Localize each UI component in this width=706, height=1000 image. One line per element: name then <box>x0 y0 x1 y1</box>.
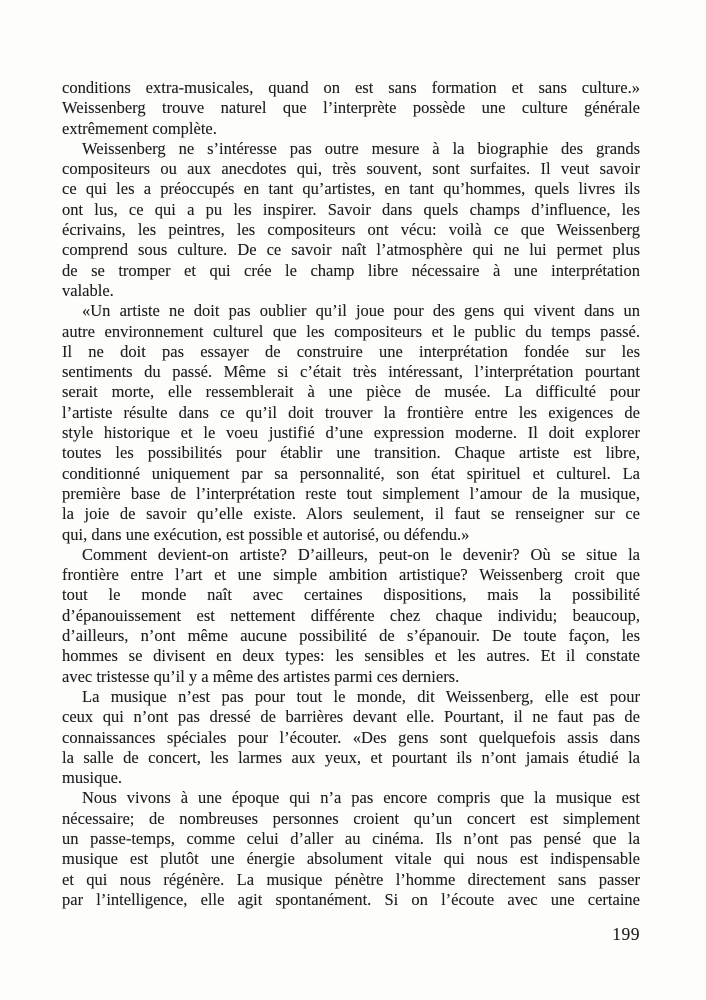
text-line: l’artiste résulte dans ce qu’il doit trouver la frontière entre les exigences de <box>62 402 640 422</box>
text-line: extrêmement complète. <box>62 118 217 138</box>
text-line: hommes se divisent en deux types: les sensibles et les autres. Et il constate <box>62 646 640 666</box>
paragraph <box>62 301 640 545</box>
text-line: compositeurs ou aux anecdotes qui, très souvent, sont surfaites. Il veut savoir <box>62 159 640 179</box>
text-line: avec tristesse qu’il y a même des artistes parmi ces derniers. <box>62 666 460 686</box>
text-line: Weissenberg ne s’intéresse pas outre mesure à la biographie des grands <box>82 138 640 158</box>
text-line: serait morte, elle ressemblerait à une pièce de musée. La difficulté pour <box>62 382 640 402</box>
text-line: Weissenberg trouve naturel que l’interprète possède une culture générale <box>62 98 640 118</box>
paragraph <box>62 687 640 788</box>
text-line: première base de l’interprétation reste tout simplement l’amour de la musique, <box>62 483 640 503</box>
text-line: écrivains, les peintres, les compositeurs ont vécu: voilà ce que Weissenberg <box>62 220 640 240</box>
paragraph <box>62 139 640 301</box>
text-line: conditionné uniquement par sa personnalité, son état spirituel et culturel. La <box>62 463 640 483</box>
text-line: ont lus, ce qui a pu les inspirer. Savoir dans quels champs d’influence, les <box>62 199 640 219</box>
text-block <box>62 78 640 910</box>
text-line: ceux qui n’ont pas dressé de barrières devant elle. Pourtant, il ne faut pas de <box>62 707 640 727</box>
text-line: conditions extra-musicales, quand on est sans formation et sans culture.» <box>62 78 640 97</box>
text-line: qui, dans une exécution, est possible et autorisé, ou défendu.» <box>62 524 470 544</box>
page-number: 199 <box>612 924 640 944</box>
text-line: la salle de concert, les larmes aux yeux, et pourtant ils n’ont jamais étudié la <box>62 747 640 767</box>
text-line: la joie de savoir qu’elle existe. Alors seulement, il faut se renseigner sur ce <box>62 504 640 524</box>
paragraph <box>62 788 640 910</box>
text-line: comprend sous culture. De ce savoir naît l’atmosphère qui ne lui permet plus <box>62 240 640 260</box>
text-line: frontière entre l’art et une simple ambition artistique? Weissenberg croit que <box>62 565 640 585</box>
text-line: d’épanouissement est nettement différente chez chaque individu; beaucoup, <box>62 605 640 625</box>
text-line: d’ailleurs, n’ont même aucune possibilité de s’épanouir. De toute façon, les <box>62 626 640 646</box>
text-line: musique est plutôt une énergie absolument vitale qui nous est indispensable <box>62 849 640 869</box>
text-line: nécessaire; de nombreuses personnes croient qu’un concert est simplement <box>62 808 640 828</box>
text-line: connaissances spéciales pour l’écouter. «Des gens sont quelquefois assis dans <box>62 727 640 747</box>
text-line: toutes les possibilités pour établir une transition. Chaque artiste est libre, <box>62 443 640 463</box>
text-line: sentiments du passé. Même si c’était très intéressant, l’interprétation pourtant <box>62 362 640 382</box>
text-line: par l’intelligence, elle agit spontanément. Si on l’écoute avec une certaine <box>62 889 640 909</box>
text-line: style historique et le voeu justifié d’une expression moderne. Il doit explorer <box>62 423 640 443</box>
text-line: tout le monde naît avec certaines dispositions, mais la possibilité <box>62 585 640 605</box>
text-line: La musique n’est pas pour tout le monde, dit Weissenberg, elle est pour <box>82 686 640 706</box>
text-line: «Un artiste ne doit pas oublier qu’il joue pour des gens qui vivent dans un <box>82 301 640 321</box>
paragraph <box>62 545 640 687</box>
text-line: et qui nous régénère. La musique pénètre l’homme directement sans passer <box>62 869 640 889</box>
text-line: un passe-temps, comme celui d’aller au cinéma. Ils n’ont pas pensé que la <box>62 828 640 848</box>
text-line: Il ne doit pas essayer de construire une interprétation fondée sur les <box>62 341 640 361</box>
text-line: Comment devient-on artiste? D’ailleurs, peut-on le devenir? Où se situe la <box>82 544 640 564</box>
text-line: valable. <box>62 280 114 300</box>
text-line: musique. <box>62 768 123 788</box>
text-line: Nous vivons à une époque qui n’a pas encore compris que la musique est <box>82 788 640 808</box>
paragraph <box>62 78 640 139</box>
text-line: autre environnement culturel que les compositeurs et le public du temps passé. <box>62 321 640 341</box>
text-line: ce qui les a préoccupés en tant qu’artistes, en tant qu’hommes, quels livres ils <box>62 179 640 199</box>
text-line: de se tromper et qui crée le champ libre nécessaire à une interprétation <box>62 260 640 280</box>
